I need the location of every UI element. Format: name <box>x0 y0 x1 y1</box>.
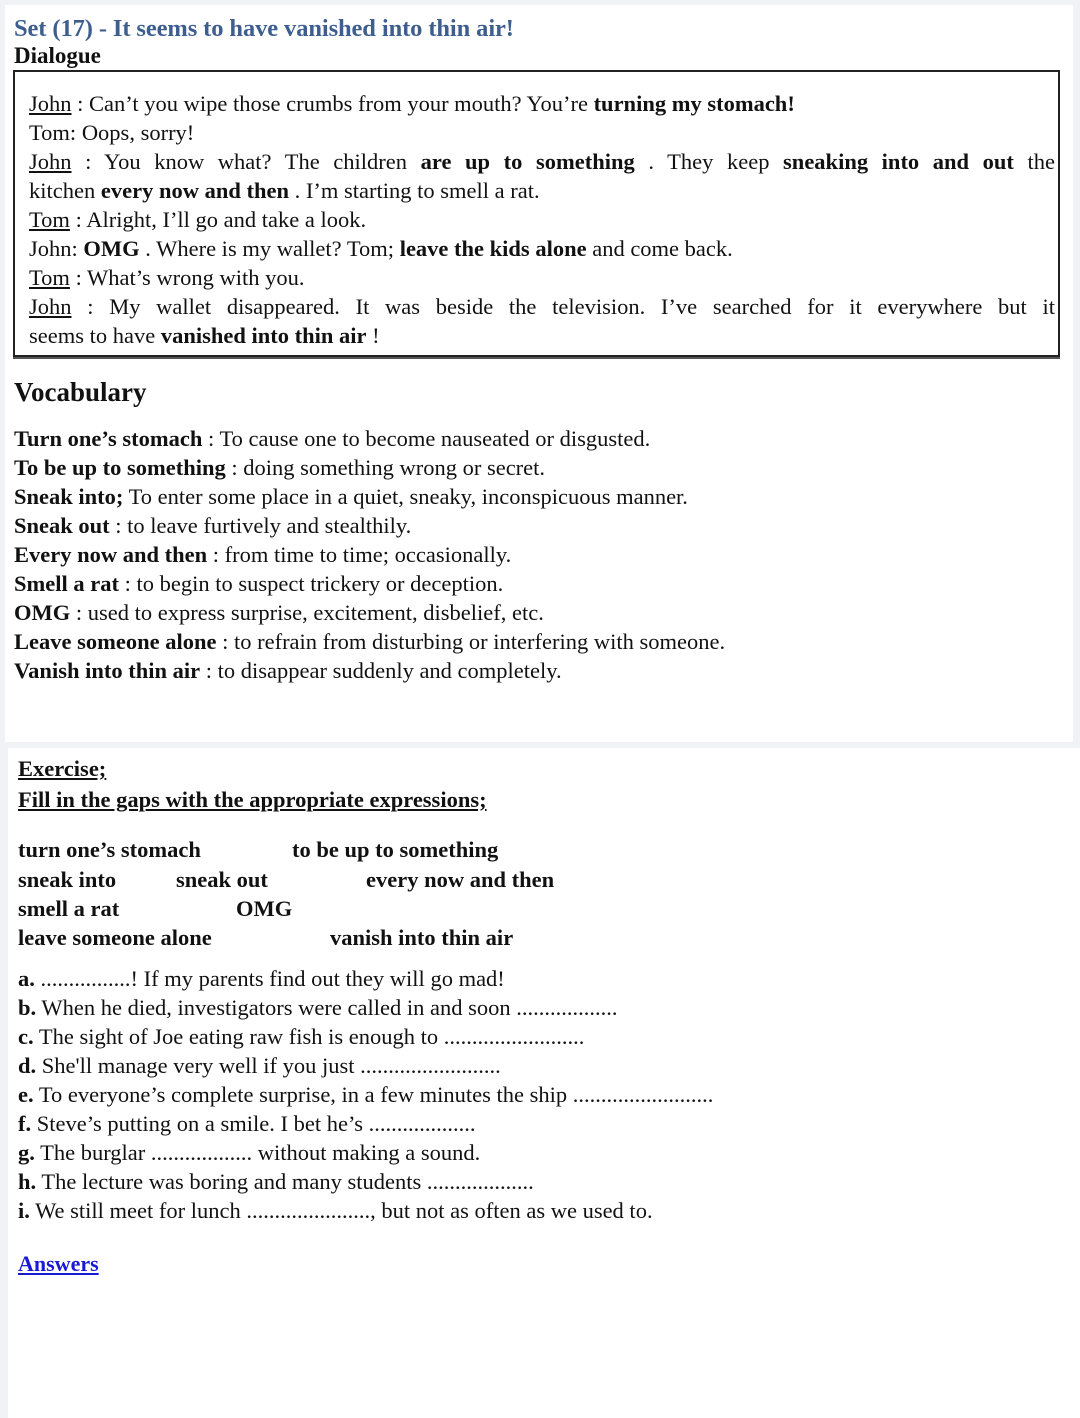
vocabulary-definition: : to refrain from disturbing or interfering with someone. <box>216 629 726 654</box>
dialogue-line <box>29 90 795 118</box>
dialogue-text: My wallet disappeared. It was beside the television. I’ve searched for it everywhere but it <box>109 294 1055 319</box>
vocabulary-item <box>14 512 411 540</box>
dialogue-text: kitchen <box>29 178 101 203</box>
answers-link[interactable]: Answers <box>18 1251 99 1276</box>
dialogue-text: . I’m starting to smell a rat. <box>289 178 540 203</box>
exercise-heading: Exercise; <box>18 756 107 781</box>
vocabulary-term: OMG <box>14 600 71 625</box>
exercise-card <box>8 748 1080 1418</box>
lesson-card <box>5 5 1073 742</box>
question-text: ................! If my parents find out they will go mad! <box>34 966 505 991</box>
dialogue-box <box>13 70 1060 357</box>
question-text: The burglar .................. without making a sound. <box>34 1140 481 1165</box>
dialogue-text: ! <box>366 323 380 348</box>
question-letter: a. <box>18 966 35 991</box>
question-text: The lecture was boring and many students ................... <box>36 1169 534 1194</box>
separator: : <box>69 207 87 232</box>
dialogue-expression: vanished into thin air <box>160 323 367 348</box>
vocabulary-item <box>14 599 544 627</box>
question-text: The sight of Joe eating raw fish is enough to ......................... <box>33 1024 585 1049</box>
word-bank-item: vanish into thin air <box>330 925 514 950</box>
question-text: We still meet for lunch ......................, but not as often as we used to. <box>29 1198 653 1223</box>
dialogue-text: the <box>1013 149 1055 174</box>
vocabulary-heading: Vocabulary <box>14 377 147 407</box>
vocabulary-definition: : to begin to suspect trickery or deception. <box>118 571 504 596</box>
exercise-question <box>18 1139 480 1167</box>
dialogue-line <box>29 177 540 205</box>
question-letter: d. <box>18 1053 37 1078</box>
speaker-name: Tom: <box>29 120 77 145</box>
dialogue-text: Can’t you wipe those crumbs from your mouth? You’re <box>89 91 594 116</box>
exercise-question <box>18 1168 534 1196</box>
vocabulary-definition: : To cause one to become nauseated or disgusted. <box>202 426 651 451</box>
word-bank-item: OMG <box>236 896 293 921</box>
word-bank-item: sneak out <box>176 867 268 892</box>
exercise-question <box>18 1081 713 1109</box>
vocabulary-term: Vanish into thin air <box>14 658 201 683</box>
word-bank-item: leave someone alone <box>18 925 212 950</box>
vocabulary-term: Sneak into; <box>14 484 124 509</box>
vocabulary-definition: : doing something wrong or secret. <box>225 455 546 480</box>
vocabulary-term: Leave someone alone <box>14 629 217 654</box>
vocabulary-term: To be up to something <box>14 455 226 480</box>
dialogue-line <box>29 148 1055 176</box>
question-letter: f. <box>18 1111 32 1136</box>
speaker-name: John <box>29 149 72 174</box>
dialogue-expression: OMG <box>83 236 140 261</box>
separator: : <box>71 149 105 174</box>
word-bank-item: sneak into <box>18 867 117 892</box>
exercise-question <box>18 1197 653 1225</box>
dialogue-line <box>29 119 194 147</box>
vocabulary-definition: : used to express surprise, excitement, disbelief, etc. <box>70 600 544 625</box>
question-letter: e. <box>18 1082 34 1107</box>
question-letter: c. <box>18 1024 34 1049</box>
dialogue-text: seems to have <box>29 323 161 348</box>
question-text: To everyone’s complete surprise, in a few minutes the ship ......................... <box>33 1082 714 1107</box>
vocabulary-item <box>14 425 650 453</box>
vocabulary-item <box>14 657 562 685</box>
word-bank-item: to be up to something <box>292 837 499 862</box>
dialogue-line <box>29 264 305 292</box>
question-letter: h. <box>18 1169 37 1194</box>
dialogue-text: Alright, I’ll go and take a look. <box>86 207 367 232</box>
vocabulary-item <box>14 570 503 598</box>
word-bank-item: every now and then <box>366 867 555 892</box>
separator: : <box>69 265 88 290</box>
dialogue-text: You know what? The children <box>104 149 421 174</box>
dialogue-expression: sneaking into and out <box>783 149 1014 174</box>
exercise-instruction: Fill in the gaps with the appropriate expressions; <box>18 787 487 812</box>
vocabulary-definition: To enter some place in a quiet, sneaky, inconspicuous manner. <box>123 484 688 509</box>
dialogue-text: . They keep <box>634 149 784 174</box>
vocabulary-item <box>14 541 511 569</box>
exercise-question <box>18 1110 475 1138</box>
separator: : <box>71 294 110 319</box>
vocabulary-term: Every now and then <box>14 542 208 567</box>
separator: : <box>71 91 90 116</box>
dialogue-expression: are up to something <box>420 149 635 174</box>
vocabulary-term: Smell a rat <box>14 571 119 596</box>
word-bank-item: smell a rat <box>18 896 120 921</box>
speaker-name: John <box>29 294 72 319</box>
dialogue-expression: leave the kids alone <box>399 236 587 261</box>
exercise-question <box>18 1052 501 1080</box>
speaker-name: John <box>29 91 72 116</box>
dialogue-expression: turning my stomach! <box>593 91 795 116</box>
vocabulary-definition: : to leave furtively and stealthily. <box>109 513 412 538</box>
question-text: She'll manage very well if you just ......................... <box>36 1053 501 1078</box>
speaker-name: Tom <box>29 265 70 290</box>
question-text: Steve’s putting on a smile. I bet he’s ................... <box>31 1111 476 1136</box>
page-title: Set (17) - It seems to have vanished into thin air! <box>14 15 514 42</box>
question-letter: g. <box>18 1140 35 1165</box>
speaker-name: Tom <box>29 207 70 232</box>
question-text: When he died, investigators were called in and soon .................. <box>36 995 618 1020</box>
exercise-question <box>18 994 617 1022</box>
exercise-question <box>18 965 505 993</box>
dialogue-line <box>29 235 733 263</box>
dialogue-text: Oops, sorry! <box>81 120 195 145</box>
dialogue-text: and come back. <box>586 236 733 261</box>
dialogue-text: . Where is my wallet? Tom; <box>139 236 400 261</box>
dialogue-line <box>29 206 366 234</box>
dialogue-line <box>29 293 1055 321</box>
dialogue-heading: Dialogue <box>14 43 101 68</box>
question-letter: i. <box>18 1198 30 1223</box>
dialogue-line <box>29 322 380 350</box>
vocabulary-term: Turn one’s stomach <box>14 426 203 451</box>
vocabulary-item <box>14 483 688 511</box>
question-letter: b. <box>18 995 37 1020</box>
vocabulary-definition: : from time to time; occasionally. <box>207 542 512 567</box>
vocabulary-item <box>14 454 545 482</box>
speaker-name: John: <box>29 236 78 261</box>
exercise-question <box>18 1023 584 1051</box>
word-bank-item: turn one’s stomach <box>18 837 201 862</box>
vocabulary-item <box>14 628 725 656</box>
vocabulary-term: Sneak out <box>14 513 110 538</box>
vocabulary-definition: : to disappear suddenly and completely. <box>200 658 562 683</box>
dialogue-expression: every now and then <box>100 178 289 203</box>
dialogue-text: What’s wrong with you. <box>87 265 305 290</box>
